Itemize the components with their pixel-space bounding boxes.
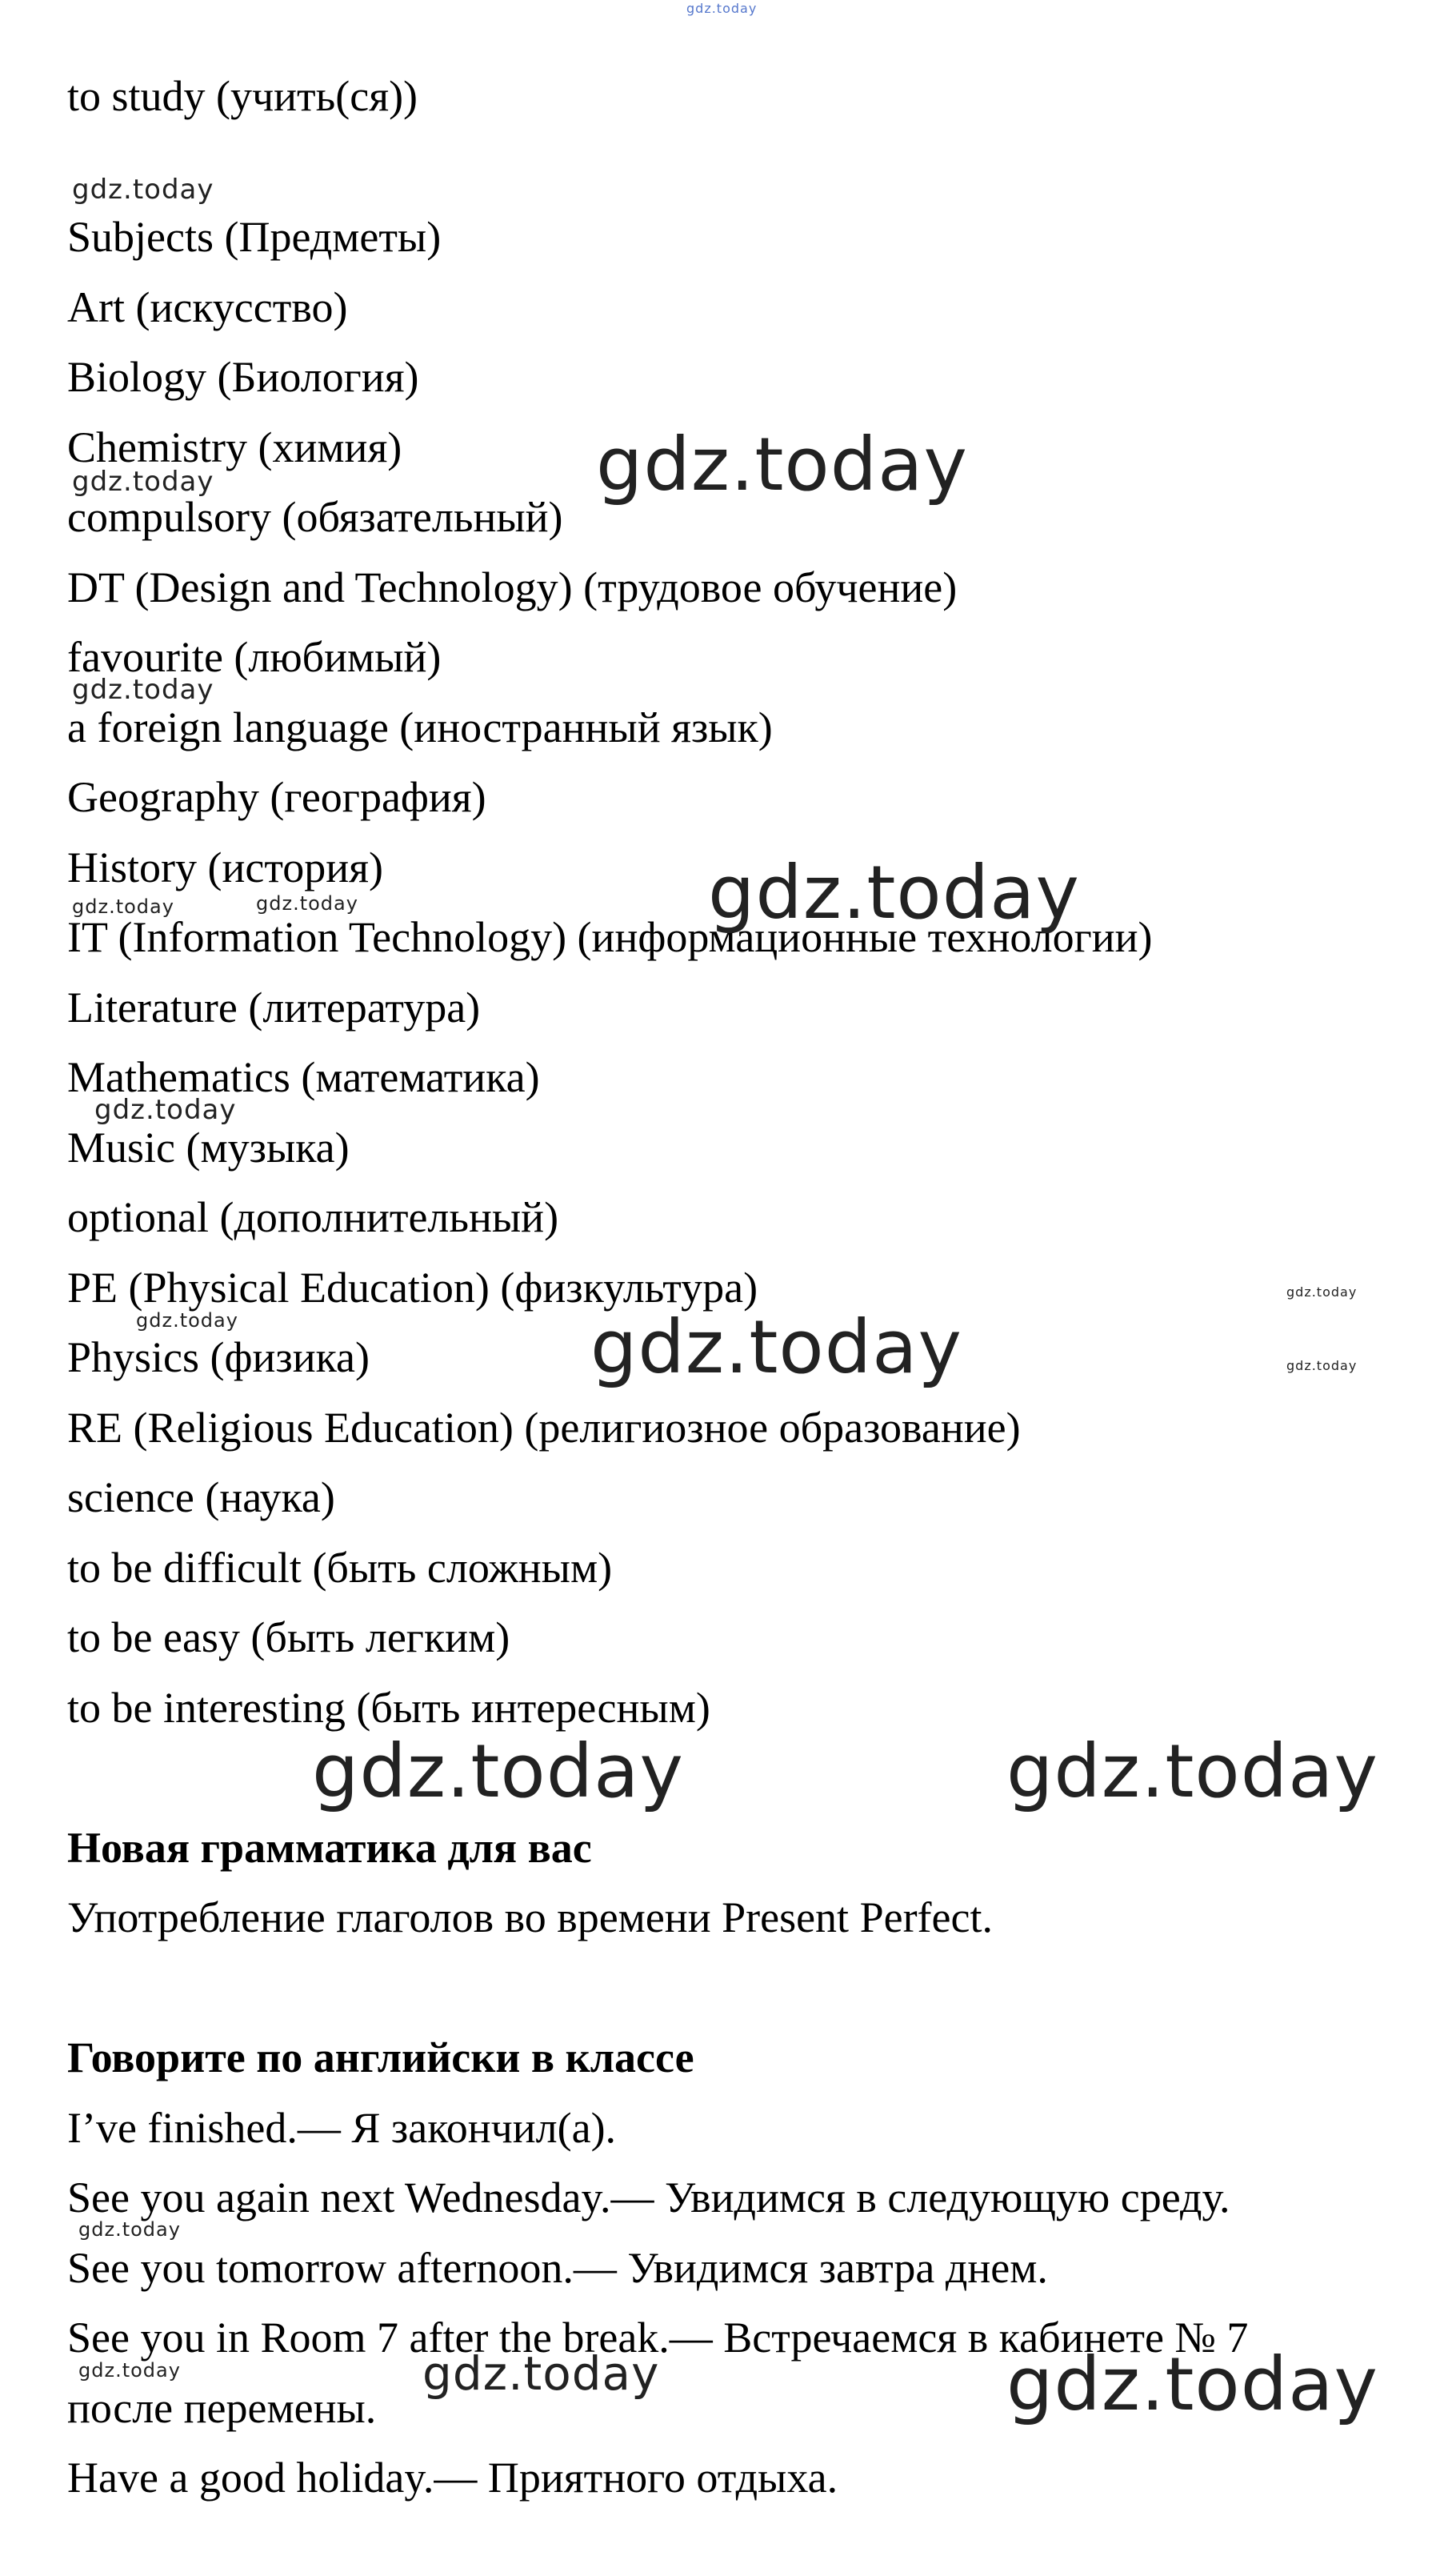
vocab-item: optional (дополнительный) bbox=[67, 1193, 559, 1241]
vocab-item: Geography (география) bbox=[67, 773, 486, 821]
vocab-item: DT (Design and Technology) (трудовое обучение) bbox=[67, 563, 958, 611]
watermark-text: gdz.today bbox=[72, 174, 214, 206]
phrase-item: See you in Room 7 after the break.— Встречаемся в кабинете № 7 bbox=[67, 2314, 1249, 2362]
phrase-item: See you again next Wednesday.— Увидимся в следующую среду. bbox=[67, 2173, 1230, 2221]
watermark-text: gdz.today bbox=[1286, 1284, 1358, 1300]
phrase-item: после перемены. bbox=[67, 2384, 377, 2432]
watermark-text: gdz.today bbox=[590, 1304, 962, 1390]
watermark-text: gdz.today bbox=[72, 674, 214, 706]
watermark-text: gdz.today bbox=[596, 422, 968, 507]
vocab-item: Biology (Биология) bbox=[67, 353, 419, 401]
watermark-text: gdz.today bbox=[1006, 1729, 1378, 1814]
watermark-text: gdz.today bbox=[78, 2359, 181, 2382]
watermark-text: gdz.today bbox=[686, 1, 758, 16]
phrase-item: Have a good holiday.— Приятного отдыха. bbox=[67, 2454, 838, 2502]
watermark-text: gdz.today bbox=[422, 2346, 660, 2401]
watermark-text: gdz.today bbox=[72, 466, 214, 498]
watermark-text: gdz.today bbox=[708, 850, 1080, 935]
vocab-item: to study (учить(ся)) bbox=[67, 72, 418, 120]
watermark-text: gdz.today bbox=[256, 892, 358, 915]
watermark-text: gdz.today bbox=[312, 1729, 684, 1814]
watermark-text: gdz.today bbox=[1006, 2342, 1378, 2427]
watermark-text: gdz.today bbox=[72, 895, 174, 918]
vocab-item: Chemistry (химия) bbox=[67, 423, 402, 471]
classroom-heading: Говорите по английски в классе bbox=[67, 2033, 694, 2081]
vocab-item: to be difficult (быть сложным) bbox=[67, 1544, 613, 1592]
vocab-item: to be easy (быть легким) bbox=[67, 1613, 510, 1661]
vocab-item: Mathematics (математика) bbox=[67, 1053, 540, 1101]
vocab-item: PE (Physical Education) (физкультура) bbox=[67, 1264, 758, 1312]
grammar-heading: Новая грамматика для вас bbox=[67, 1824, 592, 1872]
vocab-item: science (наука) bbox=[67, 1473, 335, 1521]
vocab-item: IT (Information Technology) (информационные технологии) bbox=[67, 913, 1153, 961]
vocab-item: Music (музыка) bbox=[67, 1124, 350, 1172]
phrase-item: See you tomorrow afternoon.— Увидимся завтра днем. bbox=[67, 2244, 1048, 2292]
vocab-item: compulsory (обязательный) bbox=[67, 493, 563, 541]
watermark-text: gdz.today bbox=[1286, 1358, 1358, 1373]
vocab-item: Literature (литература) bbox=[67, 984, 481, 1032]
vocab-item: History (история) bbox=[67, 843, 383, 891]
watermark-text: gdz.today bbox=[94, 1094, 237, 1126]
vocab-item: RE (Religious Education) (религиозное образование) bbox=[67, 1404, 1021, 1452]
vocab-item: to be interesting (быть интересным) bbox=[67, 1684, 710, 1732]
grammar-text: Употребление глаголов во времени Present Perfect. bbox=[67, 1893, 993, 1941]
vocab-item: Physics (физика) bbox=[67, 1333, 370, 1381]
vocab-item: Art (искусство) bbox=[67, 283, 348, 331]
vocab-heading: Subjects (Предметы) bbox=[67, 213, 442, 261]
phrase-item: I’ve finished.— Я закончил(а). bbox=[67, 2104, 617, 2152]
watermark-text: gdz.today bbox=[136, 1309, 238, 1332]
watermark-text: gdz.today bbox=[78, 2218, 181, 2241]
vocab-item: favourite (любимый) bbox=[67, 633, 442, 681]
vocab-item: a foreign language (иностранный язык) bbox=[67, 703, 773, 751]
